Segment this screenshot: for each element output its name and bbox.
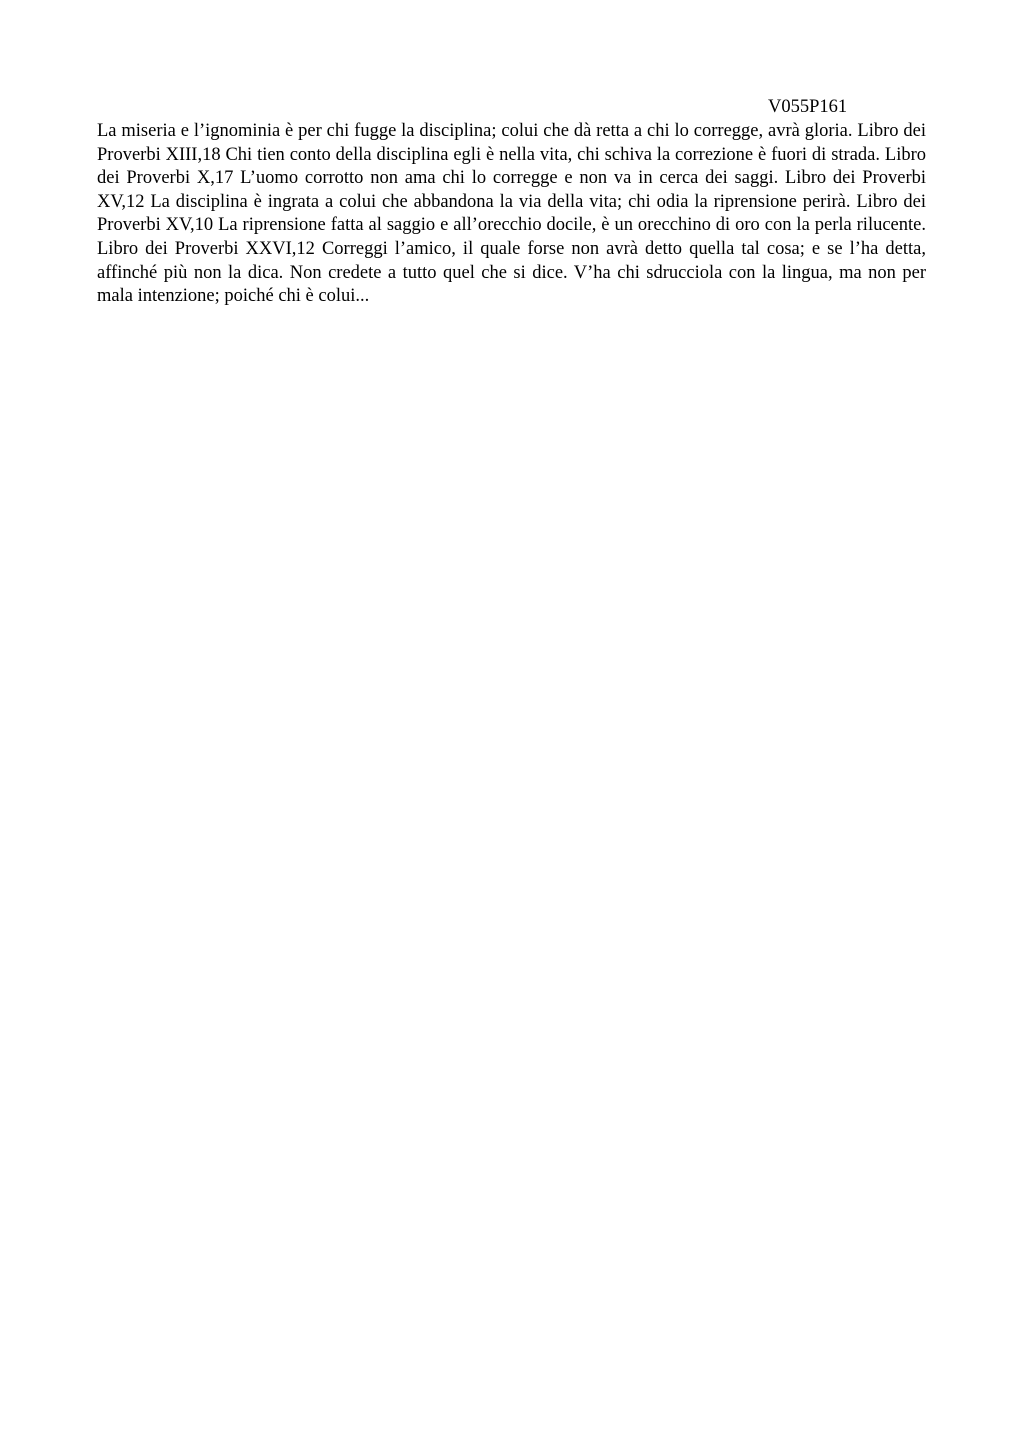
body-paragraph: La miseria e l’ignominia è per chi fugge la disciplina; colui che dà retta a chi lo corregge, avrà gloria. Libro dei Proverbi XIII,18 Chi tien conto della disciplina egli è nella vita, chi schiva la correzione è fuori di strada. Libro dei Proverbi X,17 L’uomo corrotto non ama chi lo corregge e non va in cerca dei saggi. Libro dei Proverbi XV,12 La disciplina è ingrata a colui che abbandona la via della vita; chi odia la riprensione perirà. Libro dei Proverbi XV,10 La riprensione fatta al saggio e all’orecchio docile, è un orecchino di oro con la perla rilucente. Libro dei Proverbi XXVI,12 Correggi l’amico, il quale forse non avrà detto quella tal cosa; e se l’ha detta, affinché più non la dica. Non credete a tutto quel che si dice. V’ha chi sdrucciola con la lingua, ma non per mala intenzione; poiché chi è colui... bbox=[97, 121, 926, 307]
page-identifier: V055P161 bbox=[768, 97, 848, 117]
